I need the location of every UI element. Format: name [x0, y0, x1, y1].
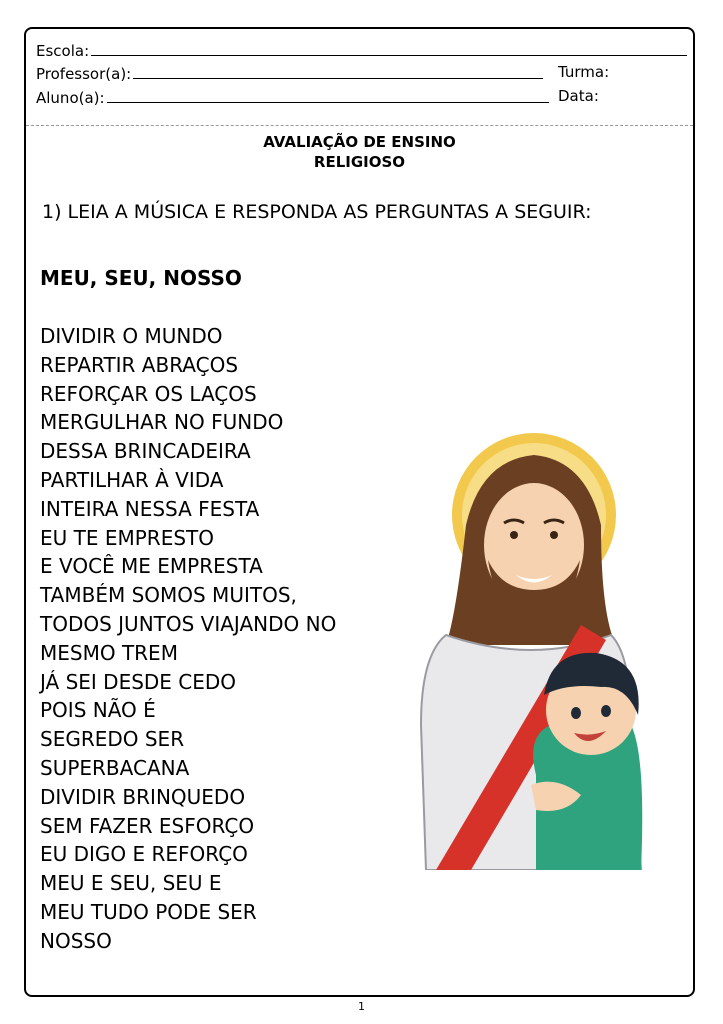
teacher-label: Professor(a): — [36, 65, 132, 83]
lyric-line: MEU E SEU, SEU E — [40, 871, 222, 896]
jesus-hugging-child-illustration — [416, 425, 656, 870]
student-row — [36, 87, 549, 107]
lyric-line: INTEIRA NESSA FESTA — [40, 496, 260, 521]
student-field[interactable] — [107, 87, 549, 103]
lyric-line: SUPERBACANA — [40, 755, 190, 780]
lyric-line: MEU TUDO PODE SER — [40, 899, 257, 924]
lyric-line: PARTILHAR À VIDA — [40, 467, 224, 492]
lyric-line: MERGULHAR NO FUNDO — [40, 410, 284, 435]
lyric-line: DESSA BRINCADEIRA — [40, 439, 251, 464]
lyric-line: EU TE EMPRESTO — [40, 525, 214, 550]
song-title: MEU, SEU, NOSSO — [40, 266, 242, 290]
teacher-field[interactable] — [133, 63, 543, 79]
lyric-line: REPARTIR ABRAÇOS — [40, 352, 239, 377]
page-title — [26, 132, 693, 172]
lyric-line: SEM FAZER ESFORÇO — [40, 813, 255, 838]
lyric-line: EU DIGO E REFORÇO — [40, 842, 248, 867]
lyric-line: MESMO TREM — [40, 640, 178, 665]
lyric-line: SEGREDO SER — [40, 727, 185, 752]
lyric-line: REFORÇAR OS LAÇOS — [40, 381, 257, 406]
title-line-1: AVALIAÇÃO DE ENSINO — [263, 133, 456, 151]
lyrics-list — [40, 322, 336, 956]
title-line-2: RELIGIOSO — [313, 153, 406, 171]
school-row — [36, 40, 687, 60]
lyric-line: TAMBÉM SOMOS MUITOS, — [40, 583, 297, 608]
date-label: Data: — [558, 87, 599, 105]
school-field[interactable] — [91, 40, 687, 56]
header-divider — [26, 125, 693, 126]
page-number: 1 — [358, 1000, 365, 1013]
lyric-line: POIS NÃO É — [40, 698, 156, 723]
lyric-line: DIVIDIR O MUNDO — [40, 324, 223, 348]
teacher-row — [36, 63, 543, 83]
school-label: Escola: — [36, 42, 90, 60]
class-label: Turma: — [558, 63, 610, 81]
lyric-line: DIVIDIR BRINQUEDO — [40, 784, 246, 809]
student-label: Aluno(a): — [36, 89, 105, 107]
lyric-line: TODOS JUNTOS VIAJANDO NO — [40, 611, 337, 636]
lyric-line: JÁ SEI DESDE CEDO — [40, 669, 237, 694]
lyric-line: E VOCÊ ME EMPRESTA — [40, 554, 263, 579]
lyric-line: NOSSO — [40, 928, 112, 953]
question-text: 1) LEIA A MÚSICA E RESPONDA AS PERGUNTAS A SEGUIR: — [42, 201, 592, 223]
